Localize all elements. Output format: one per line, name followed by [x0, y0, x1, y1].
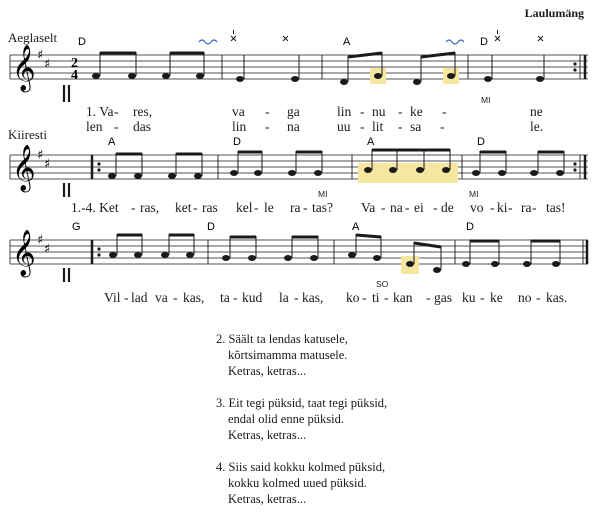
- x-mark-2: [283, 36, 288, 41]
- key-sharp-2: ♯: [44, 242, 51, 257]
- key-sharp-1: ♯: [37, 233, 44, 248]
- tempo-slow: Aeglaselt: [8, 30, 58, 45]
- key-sharp-2: ♯: [44, 57, 51, 72]
- lyrics-system-2: 1.-4. Ket - ras, ket - ras kel - le ra - tas? Va - na - ei - de vo - ki - ra - tas!: [71, 200, 566, 215]
- chord-g: G: [72, 221, 81, 233]
- chord-a-2: A: [367, 136, 375, 148]
- chord-d-2: D: [466, 221, 474, 233]
- verse-2: [216, 331, 387, 379]
- verse-line: 2. Säält ta lendas katusele,: [216, 332, 348, 346]
- treble-clef: 𝄞: [12, 230, 36, 276]
- lyrics-system-3: Vil - lad va - kas, ta - kud la - kas, ko - ti - kan - gas ku - ke no - kas.: [104, 290, 568, 305]
- chord-d-1: D: [207, 221, 215, 233]
- wave-mark-2: [446, 40, 464, 44]
- verse-line: Ketras, ketras...: [228, 428, 307, 442]
- verses: [216, 331, 387, 523]
- syllable-label-mi-1: MI: [481, 95, 491, 105]
- x-mark-3: [495, 30, 500, 41]
- syllable-label-so: SO: [376, 279, 389, 289]
- percussion-clef: [64, 85, 69, 102]
- staff-system-3: [0, 218, 600, 288]
- staff-system-2: [0, 133, 600, 203]
- verse-4: [216, 459, 387, 507]
- verse-3: [216, 395, 387, 443]
- treble-clef: 𝄞: [12, 145, 36, 191]
- syllable-label-mi-2: MI: [318, 189, 328, 199]
- verse-line: endal olid enne püksid.: [228, 412, 344, 426]
- lyrics-system-1-line-1: 1. Va - res, va - ga lin - nu - ke - ne: [86, 104, 543, 119]
- chord-d-2: D: [477, 136, 485, 148]
- x-mark-4: [538, 36, 543, 41]
- treble-clef: 𝄞: [12, 45, 36, 91]
- syllable-label-mi-3: MI: [469, 189, 479, 199]
- chord-d-2: D: [480, 36, 488, 48]
- category-tag: Laulumäng: [524, 6, 584, 20]
- measure-highlight: [358, 163, 458, 183]
- key-sharp-2: ♯: [44, 157, 51, 172]
- staff-system-1: [0, 30, 600, 110]
- chord-a: A: [352, 221, 360, 233]
- percussion-clef: [64, 183, 69, 197]
- time-bottom: 4: [71, 68, 78, 83]
- verse-line: Ketras, ketras...: [228, 492, 307, 506]
- key-sharp-1: ♯: [37, 48, 44, 63]
- verse-line: kõrtsimamma matusele.: [228, 348, 348, 362]
- verse-line: 3. Eit tegi püksid, taat tegi püksid,: [216, 396, 388, 410]
- x-mark-1: [231, 30, 236, 41]
- chord-a-1: A: [343, 36, 351, 48]
- verse-line: 4. Siis said kokku kolmed püksid,: [216, 460, 386, 474]
- percussion-clef: [64, 268, 69, 282]
- chord-d-1: D: [78, 36, 86, 48]
- lyrics-system-1-line-2: len - das lin - na uu - lit - sa - le.: [86, 119, 544, 134]
- time-top: 2: [71, 56, 78, 71]
- verse-line: kokku kolmed uued püksid.: [228, 476, 367, 490]
- notes-system-3: [109, 252, 560, 273]
- chord-a-1: A: [108, 136, 116, 148]
- verse-line: Ketras, ketras...: [228, 364, 307, 378]
- chord-d-1: D: [233, 136, 241, 148]
- tempo-fast: Kiiresti: [8, 127, 47, 142]
- wave-mark-1: [199, 40, 217, 44]
- key-sharp-1: ♯: [37, 148, 44, 163]
